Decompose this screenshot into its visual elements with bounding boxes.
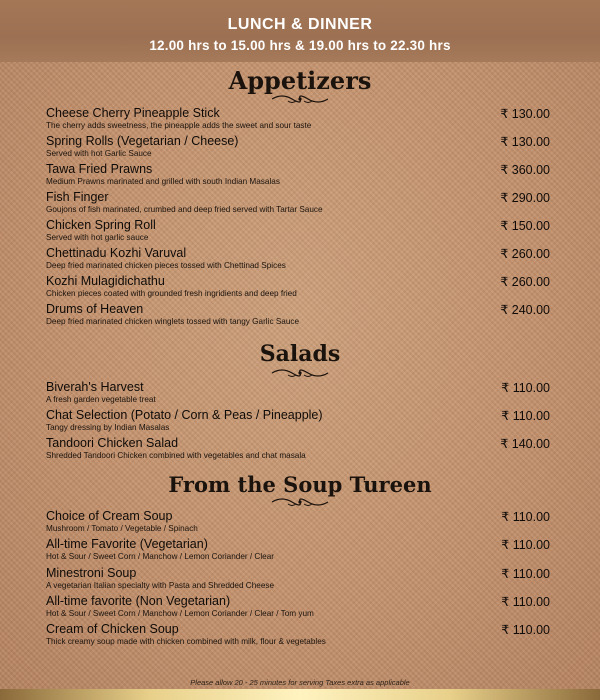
item-price: ₹ 110.00	[501, 623, 550, 637]
item-price: ₹ 110.00	[501, 510, 550, 524]
flourish-ornament	[270, 366, 330, 380]
flourish-ornament	[270, 92, 330, 106]
item-name: Minestroni Soup	[46, 566, 137, 580]
header-band	[0, 0, 600, 62]
item-description: Shredded Tandoori Chicken combined with vegetables and chat masala	[46, 451, 306, 460]
item-name: Choice of Cream Soup	[46, 509, 173, 523]
item-price: ₹ 140.00	[500, 437, 550, 451]
item-price: ₹ 130.00	[500, 135, 550, 149]
section-title-soup: From the Soup Tureen	[168, 472, 432, 497]
flourish-ornament	[270, 495, 330, 509]
item-name: All-time favorite (Non Vegetarian)	[46, 594, 231, 608]
item-description: Tangy dressing by Indian Masalas	[46, 423, 170, 432]
item-name: Spring Rolls (Vegetarian / Cheese)	[46, 134, 239, 148]
menu-hours: 12.00 hrs to 15.00 hrs & 19.00 hrs to 22.30 hrs	[149, 38, 451, 53]
item-price: ₹ 260.00	[500, 247, 550, 261]
item-description: Chicken pieces coated with grounded fresh ingridients and deep fried	[46, 289, 297, 298]
item-name: Chat Selection (Potato / Corn & Peas / Pineapple)	[46, 408, 323, 422]
item-name: All-time Favorite (Vegetarian)	[46, 537, 208, 551]
item-description: Served with hot Garlic Sauce	[46, 149, 152, 158]
item-price: ₹ 110.00	[501, 409, 550, 423]
item-name: Cream of Chicken Soup	[46, 622, 179, 636]
item-price: ₹ 110.00	[501, 538, 550, 552]
menu-header-title: LUNCH & DINNER	[227, 16, 373, 33]
item-price: ₹ 110.00	[501, 567, 550, 581]
item-description: Hot & Sour / Sweet Corn / Manchow / Lemon Coriander / Clear / Tom yum	[46, 609, 314, 618]
item-price: ₹ 290.00	[500, 191, 550, 205]
item-price: ₹ 150.00	[500, 219, 550, 233]
item-name: Biverah's Harvest	[46, 380, 144, 394]
item-name: Drums of Heaven	[46, 302, 144, 316]
item-name: Cheese Cherry Pineapple Stick	[46, 106, 220, 120]
item-description: Medium Prawns marinated and grilled with south Indian Masalas	[46, 177, 280, 186]
item-price: ₹ 240.00	[500, 303, 550, 317]
item-description: Goujons of fish marinated, crumbed and deep fried served with Tartar Sauce	[46, 205, 323, 214]
item-description: Mushroom / Tomato / Vegetable / Spinach	[46, 524, 198, 533]
item-name: Tawa Fried Prawns	[46, 162, 153, 176]
item-price: ₹ 260.00	[500, 275, 550, 289]
item-name: Chicken Spring Roll	[46, 218, 156, 232]
footer-note: Please allow 20 - 25 minutes for serving Taxes extra as applicable	[190, 678, 410, 687]
item-description: Deep fried marinated chicken winglets tossed with tangy Garlic Sauce	[46, 317, 300, 326]
item-price: ₹ 130.00	[500, 107, 550, 121]
section-title-salads: Salads	[259, 341, 341, 367]
item-name: Fish Finger	[46, 190, 109, 204]
item-description: Deep fried marinated chicken pieces tossed with Chettinad Spices	[46, 261, 286, 270]
item-name: Kozhi Mulagidichathu	[46, 274, 165, 288]
item-name: Tandoori Chicken Salad	[46, 436, 179, 450]
item-description: Served with hot garlic sauce	[46, 233, 149, 242]
section-title-appetizers: Appetizers	[228, 66, 372, 95]
gold-bottom-bar	[0, 689, 600, 700]
item-description: Thick creamy soup made with chicken combined with milk, flour & vegetables	[46, 637, 326, 646]
item-description: The cherry adds sweetness, the pineapple adds the sweet and sour taste	[46, 121, 312, 130]
item-name: Chettinadu Kozhi Varuval	[46, 246, 187, 260]
item-price: ₹ 360.00	[500, 163, 550, 177]
item-description: A fresh garden vegetable treat	[46, 395, 156, 404]
item-description: Hot & Sour / Sweet Corn / Manchow / Lemon Coriander / Clear	[46, 552, 274, 561]
item-description: A vegetarian Italian specialty with Pasta and Shredded Cheese	[46, 581, 275, 590]
item-price: ₹ 110.00	[501, 595, 550, 609]
item-price: ₹ 110.00	[501, 381, 550, 395]
